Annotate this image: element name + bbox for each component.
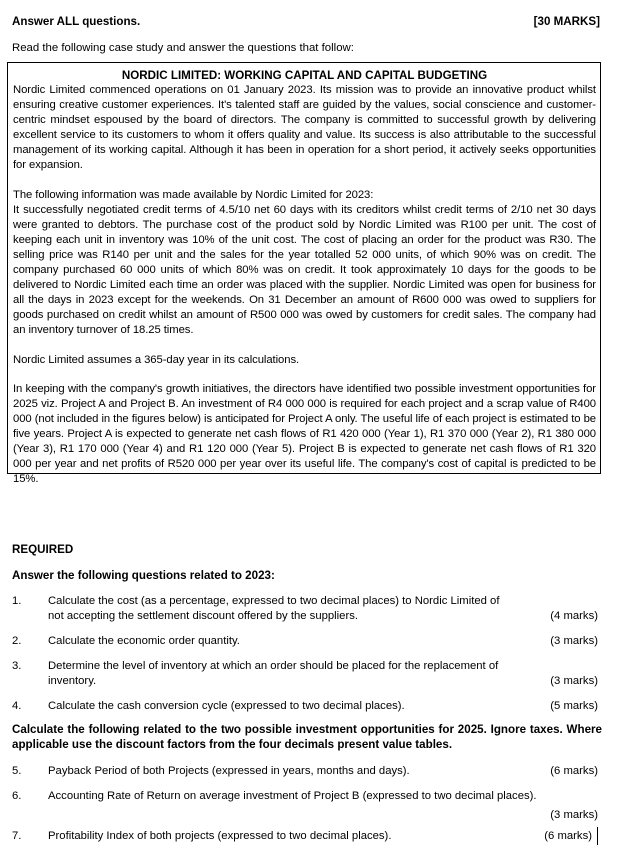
question-number: 6. bbox=[12, 790, 22, 802]
reading-instruction: Read the following case study and answer the questions that follow: bbox=[12, 42, 354, 54]
questions-2025-heading: Calculate the following related to the two possible investment opportunities for 2025. Ignore taxes. Where applicable use the discount factors from the four decimals present value tables. bbox=[12, 723, 602, 751]
question-text: Profitability Index of both projects (expressed to two decimal places). bbox=[48, 830, 392, 842]
question-text: Calculate the economic order quantity. bbox=[48, 635, 240, 647]
question-marks: (5 marks) bbox=[550, 700, 598, 712]
question-text: Accounting Rate of Return on average investment of Project B (expressed to two decimal places). bbox=[48, 790, 537, 802]
case-study-title: NORDIC LIMITED: WORKING CAPITAL AND CAPITAL BUDGETING bbox=[121, 69, 488, 82]
case-paragraph-intro: Nordic Limited commenced operations on 01 January 2023. Its mission was to provide an innovative product whilst ensuring creative customer experiences. It's talented staff are guided by the values, social conscience and customer-centric mindset espoused by the board of directors. The company is committed to successful growth by delivering excellent service to its customers to whom it offers quality and value. Its success is also attributable to the successful management of its working capital. Although it has been in operation for a short period, it actively seeks opportunities for expansion. bbox=[13, 84, 596, 172]
question-number: 1. bbox=[12, 595, 22, 607]
question-1 bbox=[12, 594, 602, 624]
case-paragraph-assumption: Nordic Limited assumes a 365-day year in its calculations. bbox=[13, 353, 300, 366]
margin-rule bbox=[597, 827, 598, 845]
question-marks: (3 marks) bbox=[550, 635, 598, 647]
header-instruction: Answer ALL questions. bbox=[12, 15, 141, 28]
question-text: Payback Period of both Projects (expressed in years, months and days). bbox=[48, 765, 410, 777]
question-7 bbox=[12, 829, 602, 844]
question-5 bbox=[12, 764, 602, 779]
question-number: 2. bbox=[12, 635, 22, 647]
case-paragraph-investments: In keeping with the company's growth initiatives, the directors have identified two possible investment opportunities for 2025 viz. Project A and Project B. An investment of R4 000 000 is required for each project and a scrap value of R400 000 (not included in the figures below) is anticipated for Project A only. The useful life of each project is estimated to be five years. Project A is expected to generate net cash flows of R1 420 000 (Year 1), R1 370 000 (Year 2), R1 380 000 (Year 3), R1 170 000 (Year 4) and R1 120 000 (Year 5). Project B is expected to generate net cash flows of R1 320 000 per year and net profits of R520 000 per year over its useful life. The company's cost of capital is predicted to be 15%. bbox=[13, 382, 596, 486]
question-marks: (3 marks) bbox=[550, 809, 598, 821]
case-study-box bbox=[7, 62, 601, 486]
question-marks: (4 marks) bbox=[550, 610, 598, 622]
case-paragraph-info-lead: The following information was made available by Nordic Limited for 2023: bbox=[13, 188, 374, 201]
total-marks: [30 MARKS] bbox=[533, 15, 600, 28]
question-number: 3. bbox=[12, 660, 22, 672]
question-marks: (3 marks) bbox=[550, 675, 598, 687]
question-marks: (6 marks) bbox=[550, 765, 598, 777]
required-heading: REQUIRED bbox=[12, 543, 74, 556]
question-text: Calculate the cost (as a percentage, expressed to two decimal places) to Nordic Limited of not accepting the settlement discount offered by the suppliers. bbox=[48, 595, 500, 622]
question-2 bbox=[12, 634, 602, 649]
question-3 bbox=[12, 659, 602, 689]
question-number: 4. bbox=[12, 700, 22, 712]
question-6 bbox=[12, 789, 602, 819]
question-text: Calculate the cash conversion cycle (expressed to two decimal places). bbox=[48, 700, 405, 712]
questions-2023-heading: Answer the following questions related to 2023: bbox=[12, 569, 275, 582]
question-text: Determine the level of inventory at which an order should be placed for the replacement of inventory. bbox=[48, 660, 499, 687]
question-marks: (6 marks) bbox=[544, 830, 592, 842]
question-number: 5. bbox=[12, 765, 22, 777]
question-4 bbox=[12, 699, 602, 714]
case-paragraph-working-capital: It successfully negotiated credit terms of 4.5/10 net 60 days with its creditors whilst credit terms of 2/10 net 30 days were granted to debtors. The purchase cost of the product sold by Nordic Limited was R100 per unit. The cost of keeping each unit in inventory was 10% of the unit cost. The cost of placing an order for the product was R30. The selling price was R140 per unit and the sales for the year totalled 52 000 units, of which 90% was on credit. The company purchased 60 000 units of which 80% was on credit. It took approximately 10 days for the goods to be delivered to Nordic Limited each time an order was placed with the supplier. Nordic Limited was open for business for all the days in 2023 except for the weekends. On 31 December an amount of R600 000 was owed to suppliers for goods purchased on credit whilst an amount of R500 000 was owed by customers for credit sales. The company had an inventory turnover of 18.25 times. bbox=[13, 203, 596, 337]
question-number: 7. bbox=[12, 830, 22, 842]
